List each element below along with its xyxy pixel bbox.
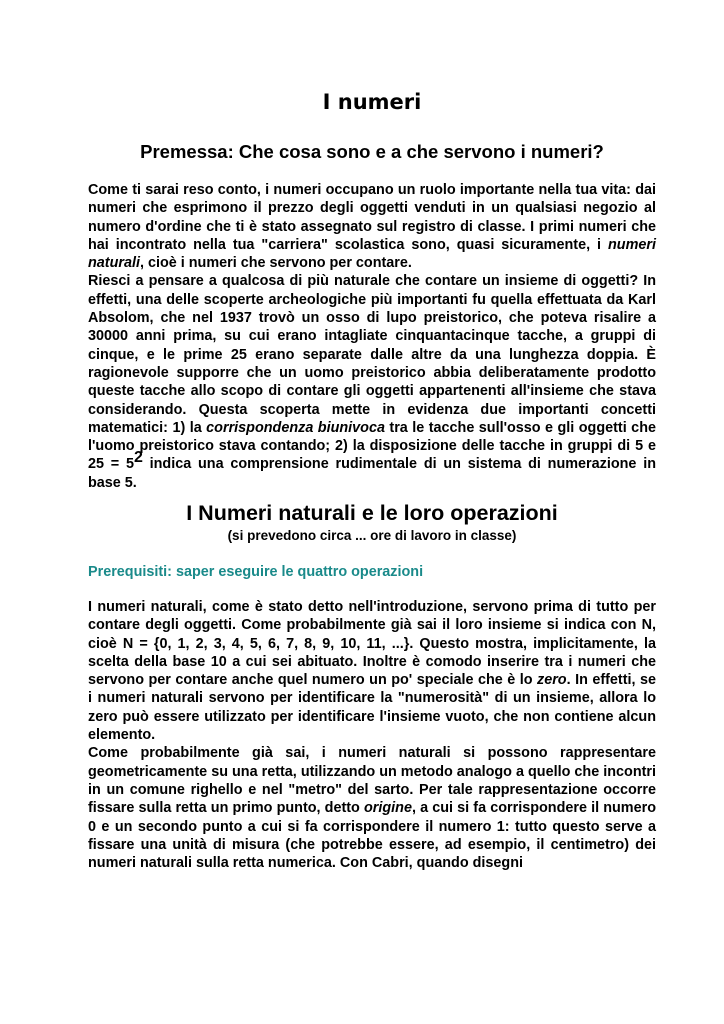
text-run: , a cui si fa corrispondere il numero 0 e un secondo punto a cui si fa corrispondere il numero 1: tutto questo serve a fissare una unità di misura (che potrebbe essere, ad esempio, il centimetro) dei numeri naturali sulla retta numerica. Con Cabri, quando disegni	[88, 800, 656, 872]
section-heading: I Numeri naturali e le loro operazioni	[186, 501, 558, 525]
premessa-heading: Premessa: Che cosa sono e a che servono i numeri?	[140, 141, 604, 162]
document-title: I numeri	[322, 90, 422, 114]
emphasis-origine: origine	[363, 800, 412, 817]
superscript-exponent: 2	[133, 449, 143, 467]
emphasis-numeri-naturali: numeri naturali	[88, 236, 656, 272]
intro-paragraph-2	[88, 272, 656, 492]
text-run: tra le tacche sull'osso e gli oggetti che l'uomo preistorico stava contando; 2) la disposizione delle tacche in gruppi di 5 e 25 = 5	[88, 419, 656, 473]
emphasis-corrispondenza: corrispondenza biunivoca	[206, 419, 385, 436]
text-run: indica una comprensione rudimentale di un sistema di numerazione in base 5.	[88, 456, 656, 491]
text-run: , cioè i numeri che servono per contare.	[139, 255, 412, 272]
text-run: Come ti sarai reso conto, i numeri occupano un ruolo importante nella tua vita: dai numeri che esprimono il prezzo degli oggetti venduti in un qualsiasi negozio al numero d'ordine che ti è stato assegnato sul registro di classe. I primi numeri che hai incontrato nella tua "carriera" scolastica sono, quasi sicuramente, i	[88, 182, 656, 253]
text-run: . In effetti, se i numeri naturali servono per identificare la "numerosità" di un insieme, allora lo zero può essere utilizzato per identificare l'insieme vuoto, che non contiene alcun elemento.	[88, 672, 656, 744]
text-run: Come probabilmente già sai, i numeri naturali si possono rappresentare geometricamente su una retta, utilizzando un metodo analogo a quello che incontri in un comune righello e nel "metro" del sarto. Per tale rappresentazione occorre fissare sulla retta un primo punto, detto	[88, 745, 656, 817]
text-run: I numeri naturali, come è stato detto nell'introduzione, servono prima di tutto per contare degli oggetti. Come probabilmente già sai il loro insieme si indica con N, cioè N = {0, 1, 2, 3, 4, 5, 6, 7, 8, 9, 10, 11, ...}. Questo mostra, implicitamente, la scelta della base 10 a cui sei abituato. Inoltre è comodo inserire tra i numeri che servono per contare anche quel numero un po' speciale che è lo	[88, 599, 656, 689]
intro-paragraph-1	[88, 181, 656, 272]
intro-section	[88, 181, 656, 492]
text-run: Riesci a pensare a qualcosa di più naturale che contare un insieme di oggetti? In effetti, una delle scoperte archeologiche più importanti fu quella effettuata da Karl Absolom, che nel 1937 trovò un osso di lupo preistorico, che poteva risalire a 30000 anni prima, su cui erano intagliate cinquantacinque tacche, a gruppi di cinque, e le prime 25 erano separate dalle altre da una lunghezza doppia. È ragionevole supporre che un uomo preistorico abbia deliberatamente prodotto queste tacche allo scopo di contare gli oggetti appartenenti all'insieme che stava considerando. Questa scoperta mette in evidenza due importanti concetti matematici: 1) la	[88, 273, 656, 436]
emphasis-zero: zero	[537, 672, 567, 689]
natural-numbers-paragraph-2	[88, 744, 656, 872]
section-subtitle: (si prevedono circa ... ore di lavoro in classe)	[227, 528, 517, 543]
natural-numbers-paragraph-1	[88, 598, 656, 744]
prerequisites-line: Prerequisiti: saper eseguire le quattro operazioni	[88, 564, 424, 580]
natural-numbers-section	[88, 598, 656, 872]
